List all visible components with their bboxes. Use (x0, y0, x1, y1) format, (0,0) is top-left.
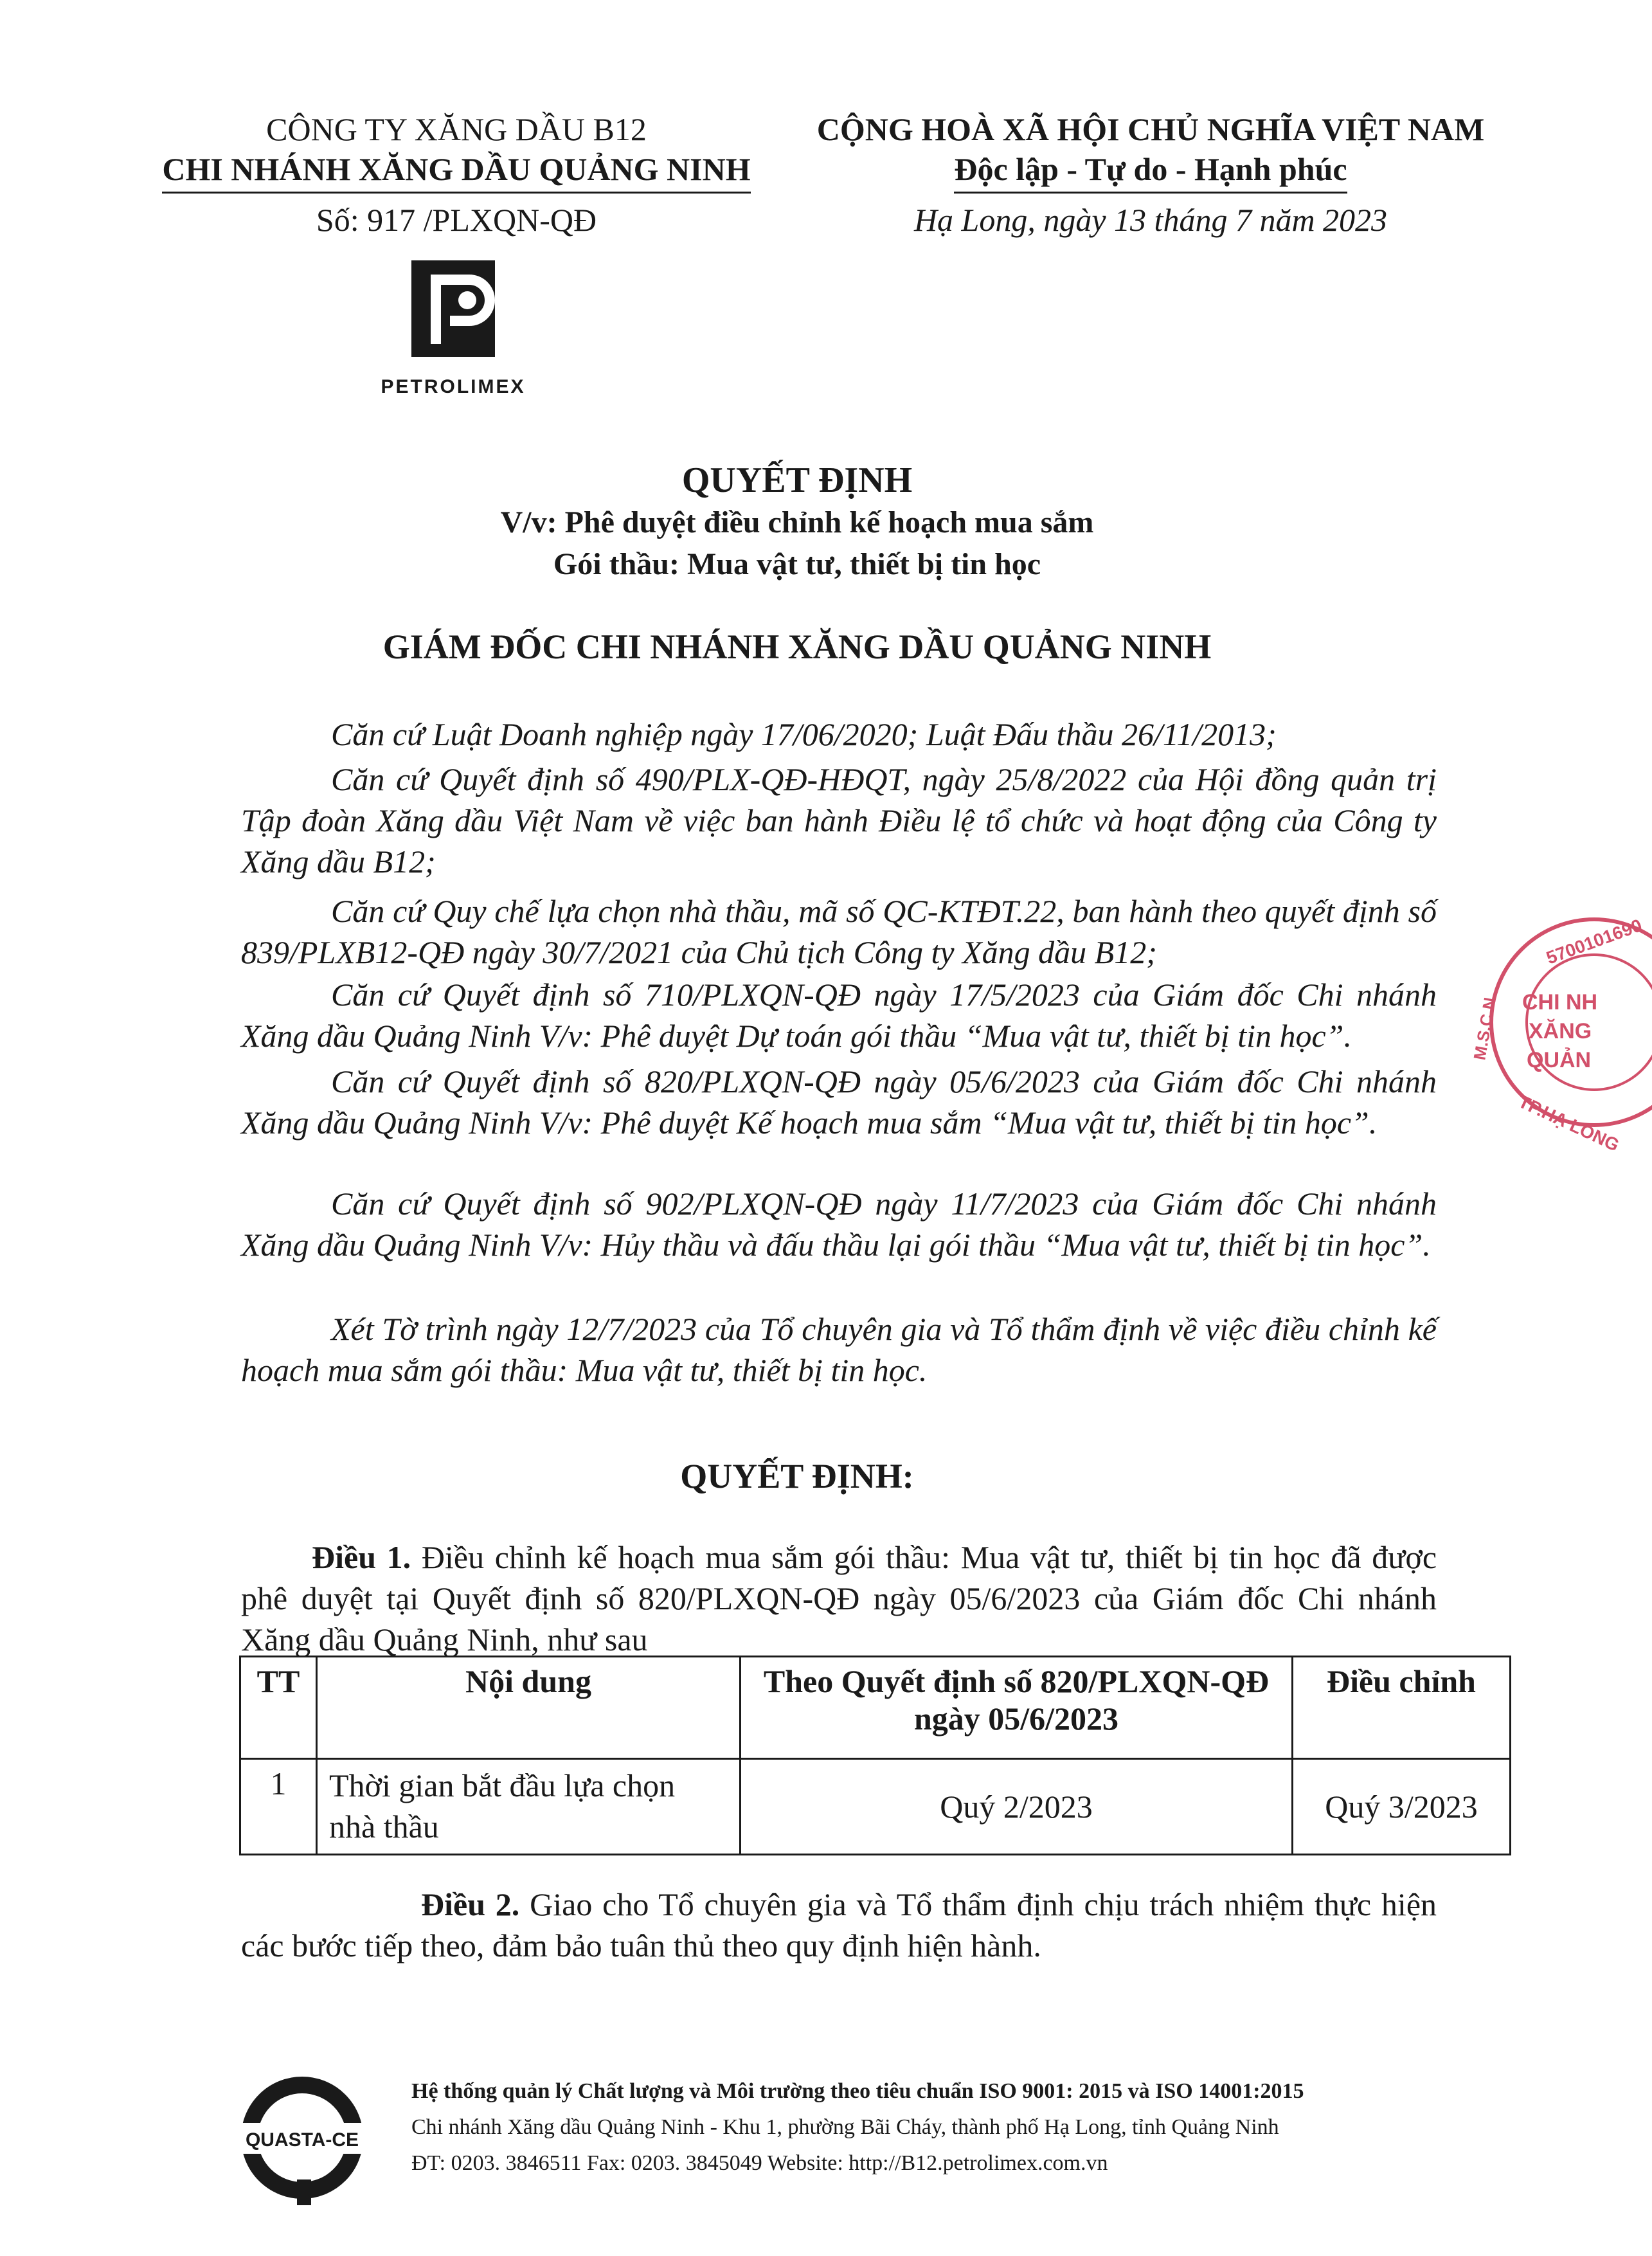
doc-number: Số: 917 /PLXQN-QĐ (316, 202, 597, 238)
package-name: Gói thầu: Mua vật tư, thiết bị tin học (553, 547, 1041, 581)
article-1: Điều 1. Điều chỉnh kế hoạch mua sắm gói thầu: Mua vật tư, thiết bị tin học đã được phê duyệt tại Quyết định số 820/PLXQN-QĐ ngày 05/6/2023 của Giám đốc Chi nhánh Xăng dầu Quảng Ninh, như sau (241, 1539, 1437, 1657)
svg-text:QUẢN: QUẢN (1527, 1048, 1592, 1072)
decision-heading: QUYẾT ĐỊNH: (680, 1457, 914, 1495)
basis-7: Xét Tờ trình ngày 12/7/2023 của Tổ chuyên gia và Tổ thẩm định về việc điều chỉnh kế hoạch mua sắm gói thầu: Mua vật tư, thiết bị tin học. (241, 1311, 1437, 1388)
basis-6: Căn cứ Quyết định số 902/PLXQN-QĐ ngày 11/7/2023 của Giám đốc Chi nhánh Xăng dầu Quảng Ninh V/v: Hủy thầu và đấu thầu lại gói thầu “Mua vật tư, thiết bị tin học”. (241, 1186, 1437, 1263)
basis-4: Căn cứ Quyết định số 710/PLXQN-QĐ ngày 17/5/2023 của Giám đốc Chi nhánh Xăng dầu Quảng Ninh V/v: Phê duyệt Dự toán gói thầu “Mua vật tư, thiết bị tin học”. (241, 977, 1437, 1054)
branch-name: CHI NHÁNH XĂNG DẦU QUẢNG NINH (148, 149, 765, 194)
org-name: CÔNG TY XĂNG DẦU B12 (266, 111, 647, 147)
basis-1: Căn cứ Luật Doanh nghiệp ngày 17/06/2020; Luật Đấu thầu 26/11/2013; (331, 716, 1277, 752)
footer-contact: ĐT: 0203. 3846511 Fax: 0203. 3845049 Website: http://B12.petrolimex.com.vn (411, 2151, 1108, 2175)
article-2: Điều 2. Giao cho Tổ chuyên gia và Tổ thẩm định chịu trách nhiệm thực hiện các bước tiếp theo, đảm bảo tuân thủ theo quy định hiện hành. (241, 1886, 1437, 1963)
document-type: QUYẾT ĐỊNH (681, 460, 913, 500)
issuer-block (148, 109, 765, 240)
basis-2: Căn cứ Quyết định số 490/PLX-QĐ-HĐQT, ngày 25/8/2022 của Hội đồng quản trị Tập đoàn Xăng dầu Việt Nam về việc ban hành Điều lệ tổ chức và hoạt động của Công ty Xăng dầu B12; (241, 761, 1437, 880)
svg-text:XĂNG: XĂNG (1529, 1019, 1592, 1043)
col-tt: TT (240, 1657, 317, 1759)
nation-title: CỘNG HOÀ XÃ HỘI CHỦ NGHĨA VIỆT NAM (816, 111, 1485, 147)
quasta-ce-logo-icon (238, 2077, 366, 2205)
svg-text:TP.HẠ LONG: TP.HẠ LONG (1515, 1091, 1622, 1155)
col-original: Theo Quyết định số 820/PLXQN-QĐ ngày 05/6/2023 (741, 1657, 1293, 1759)
basis-3: Căn cứ Quy chế lựa chọn nhà thầu, mã số QC-KTĐT.22, ban hành theo quyết định số 839/PLXB12-QĐ ngày 30/7/2021 của Chủ tịch Công ty Xăng dầu B12; (241, 893, 1437, 970)
cell-original: Quý 2/2023 (741, 1759, 1293, 1855)
place-date: Hạ Long, ngày 13 tháng 7 năm 2023 (913, 202, 1388, 238)
col-adjusted: Điều chỉnh (1293, 1657, 1511, 1759)
document-subject: V/v: Phê duyệt điều chỉnh kế hoạch mua sắm (500, 505, 1094, 539)
adjustment-table (239, 1656, 1511, 1855)
authority-title: GIÁM ĐỐC CHI NHÁNH XĂNG DẦU QUẢNG NINH (382, 627, 1212, 666)
col-content: Nội dung (317, 1657, 741, 1759)
cell-content: Thời gian bắt đầu lựa chọn nhà thầu (317, 1759, 741, 1855)
logo-wordmark: PETROLIMEX (381, 376, 526, 397)
table-header-row (240, 1657, 1511, 1759)
table-row (240, 1759, 1511, 1855)
svg-text:CHI NH: CHI NH (1522, 990, 1598, 1015)
svg-text:M.S.C.N: M.S.C.N (1469, 996, 1500, 1062)
cell-tt: 1 (240, 1759, 317, 1855)
cell-adjusted: Quý 3/2023 (1293, 1759, 1511, 1855)
svg-text:5700101690: 5700101690 (1543, 915, 1645, 968)
basis-5: Căn cứ Quyết định số 820/PLXQN-QĐ ngày 05/6/2023 của Giám đốc Chi nhánh Xăng dầu Quảng Ninh V/v: Phê duyệt Kế hoạch mua sắm “Mua vật tư, thiết bị tin học”. (241, 1063, 1437, 1141)
national-heading (797, 109, 1504, 240)
company-seal-icon (1446, 913, 1652, 1155)
footer-address: Chi nhánh Xăng dầu Quảng Ninh - Khu 1, phường Bãi Cháy, thành phố Hạ Long, tỉnh Quảng Ninh (411, 2115, 1279, 2139)
footer-quality: Hệ thống quản lý Chất lượng và Môi trường theo tiêu chuẩn ISO 9001: 2015 và ISO 14001:2015 (411, 2079, 1304, 2103)
svg-text:QUASTA-CE: QUASTA-CE (245, 2129, 359, 2151)
motto: Độc lập - Tự do - Hạnh phúc (797, 149, 1504, 194)
